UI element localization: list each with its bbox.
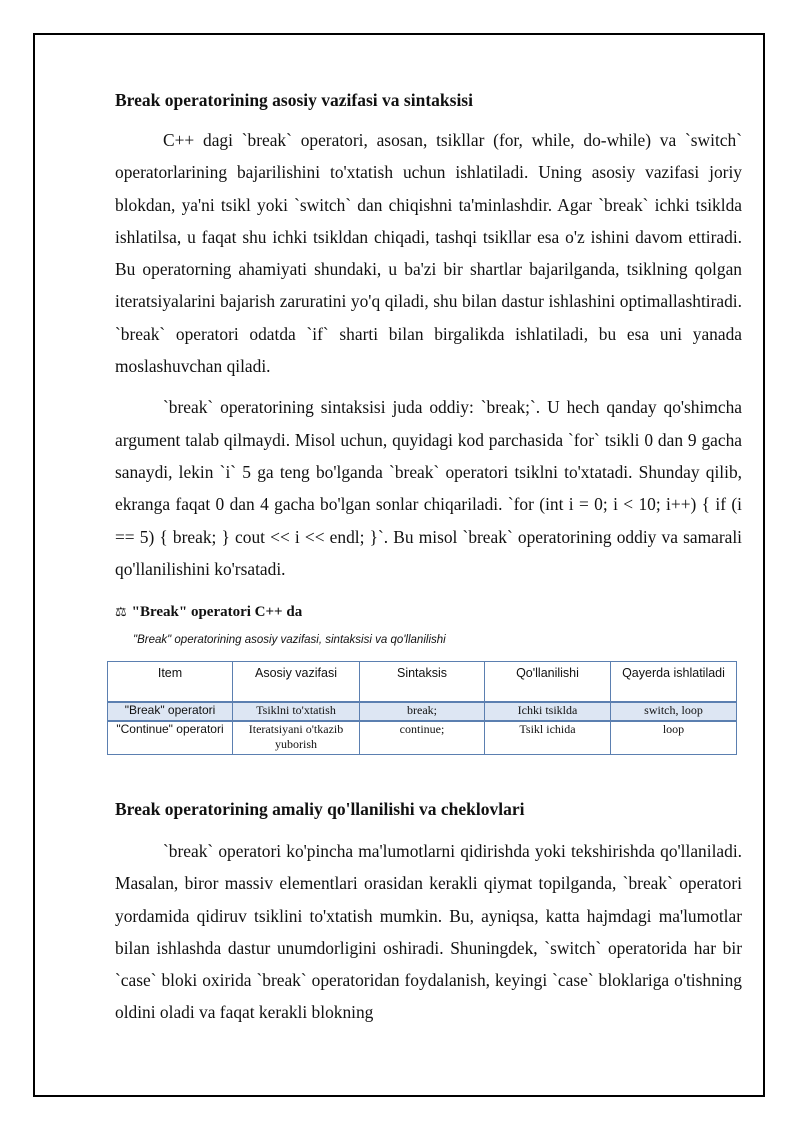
section-2-paragraph-1: `break` operatori ko'pincha ma'lumotlarni qidirishda yoki tekshirishda qo'llaniladi. Masalan, biror massiv elementlari orasidan kerakli qiymat topilganda, `break` operatori yordamida qidiruv tsiklini to'xtatish mumkin. Bu, ayniqsa, katta hajmdagi ma'lumotlar bilan ishlashda dastur unumdorligini oshiradi. Shuningdek, `switch` operatorida har bir `case` bloki oxirida `break` operatoridan foydalanish, keyingi `case` bloklariga o'tishning oldini oladi va faqat kerakli blokning bbox=[115, 841, 742, 1023]
table-header-row bbox=[108, 662, 737, 703]
table-row bbox=[108, 702, 737, 721]
table-heading bbox=[115, 604, 302, 621]
column-header: Asosiy vazifasi bbox=[233, 662, 360, 703]
table-row bbox=[108, 721, 737, 755]
table-caption: "Break" operatorining asosiy vazifasi, sintaksisi va qo'llanilishi bbox=[133, 634, 446, 646]
table-cell: Tsiklni to'xtatish bbox=[233, 702, 360, 721]
table-cell: switch, loop bbox=[611, 702, 737, 721]
section-1-paragraph-1: C++ dagi `break` operatori, asosan, tsikllar (for, while, do-while) va `switch` operatorlarining bajarilishini to'xtatish uchun ishlatiladi. Uning asosiy vazifasi joriy blokdan, ya'ni tsikl yoki `switch` dan chiqishni ta'minlashdir. Agar `break` ichki tsiklda ishlatilsa, u faqat shu ichki tsikldan chiqadi, tashqi tsikllar esa o'z ishini davom ettiradi. Bu operatorning ahamiyati shundaki, u ba'zi bir shartlar bajarilganda, tsiklning qolgan iteratsiyalarini bajarish zaruratini yo'q qiladi, shu bilan dastur ishlashini optimallashtiradi. `break` operatori odatda `if` sharti bilan birgalikda ishlatiladi, bu esa uni yanada moslashuvchan qiladi. bbox=[115, 130, 742, 377]
table-cell: "Break" operatori bbox=[108, 702, 233, 721]
section-2 bbox=[115, 798, 742, 1029]
table-heading-text: "Break" operatori C++ da bbox=[131, 604, 303, 620]
comparison-table bbox=[107, 661, 737, 755]
table-cell: Tsikl ichida bbox=[485, 721, 611, 755]
section-1-paragraph-2: `break` operatorining sintaksisi juda oddiy: `break;`. U hech qanday qo'shimcha argument talab qilmaydi. Misol uchun, quyidagi kod parchasida `for` tsikli 0 dan 9 gacha sanaydi, lekin `i` 5 ga teng bo'lganda `break` operatori tsiklni to'xtatadi. Shunday qilib, ekranga faqat 0 dan 4 gacha bo'lgan sonlar chiqariladi. `for (int i = 0; i < 10; i++) { if (i == 5) { break; } cout << i << endl; }`. Bu misol `break` operatorining oddiy va samarali qo'llanilishini ko'rsatadi. bbox=[115, 397, 742, 579]
column-header: Qo'llanilishi bbox=[485, 662, 611, 703]
table-cell: continue; bbox=[360, 721, 485, 755]
balance-scale-icon: ⚖ bbox=[115, 605, 127, 620]
table-cell: Iteratsiyani o'tkazib yuborish bbox=[233, 721, 360, 755]
section-1-heading: Break operatorining asosiy vazifasi va sintaksisi bbox=[115, 90, 473, 110]
table-cell: "Continue" operatori bbox=[108, 721, 233, 755]
table-cell: Ichki tsiklda bbox=[485, 702, 611, 721]
table-cell: break; bbox=[360, 702, 485, 721]
section-1 bbox=[115, 89, 742, 585]
table-cell: loop bbox=[611, 721, 737, 755]
column-header: Qayerda ishlatiladi bbox=[611, 662, 737, 703]
section-2-heading: Break operatorining amaliy qo'llanilishi va cheklovlari bbox=[115, 799, 525, 819]
column-header: Sintaksis bbox=[360, 662, 485, 703]
column-header: Item bbox=[108, 662, 233, 703]
